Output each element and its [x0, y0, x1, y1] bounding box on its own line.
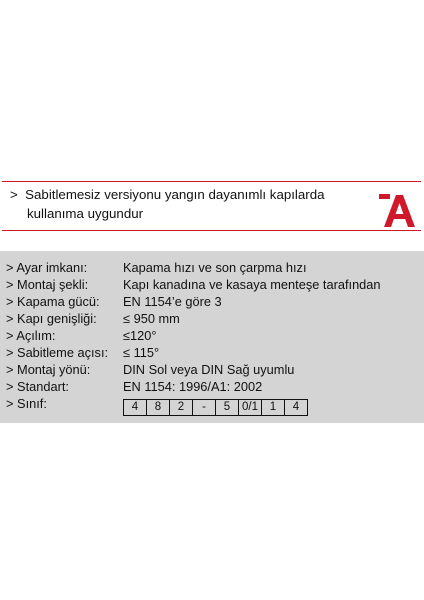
spec-value: EN 1154’e göre 3	[123, 294, 222, 309]
class-digit: 0/1	[239, 400, 262, 415]
spec-label: > Montaj şekli:	[6, 277, 89, 292]
spec-label: > Ayar imkanı:	[6, 260, 88, 275]
spec-value: DIN Sol veya DIN Sağ uyumlu	[123, 362, 295, 377]
brand-logo-icon	[379, 189, 419, 229]
spec-label: > Kapı genişliği:	[6, 311, 97, 326]
notice-line-2: kullanıma uygundur	[27, 205, 144, 221]
notice-box	[2, 181, 421, 231]
spec-label: > Açılım:	[6, 328, 56, 343]
class-digit: 4	[292, 401, 300, 413]
spec-value: Kapama hızı ve son çarpma hızı	[123, 260, 307, 275]
spec-value: ≤120°	[123, 328, 157, 343]
specifications-panel	[0, 251, 424, 423]
class-digit: 1	[262, 400, 285, 415]
class-digit: 2	[170, 400, 193, 415]
class-digit: 4	[124, 400, 147, 415]
spec-label: > Sabitleme açısı:	[6, 345, 109, 360]
spec-value: EN 1154: 1996/A1: 2002	[123, 379, 263, 394]
notice-bullet: >	[10, 187, 18, 202]
spec-value: Kapı kanadına ve kasaya menteşe tarafından	[123, 277, 381, 292]
spec-value: ≤ 115°	[123, 345, 160, 360]
class-digit: -	[193, 400, 216, 415]
spec-label: > Kapama gücü:	[6, 294, 100, 309]
notice-line-1: Sabitlemesiz versiyonu yangın dayanımlı kapılarda	[25, 187, 325, 202]
spec-value: ≤ 950 mm	[123, 311, 180, 326]
class-digit: 8	[147, 400, 170, 415]
classification-grid	[123, 399, 308, 416]
spec-label: > Standart:	[6, 379, 69, 394]
class-digit: 5	[216, 400, 239, 415]
spec-label: > Sınıf:	[6, 396, 47, 411]
spec-label: > Montaj yönü:	[6, 362, 91, 377]
notice-text	[10, 186, 370, 223]
